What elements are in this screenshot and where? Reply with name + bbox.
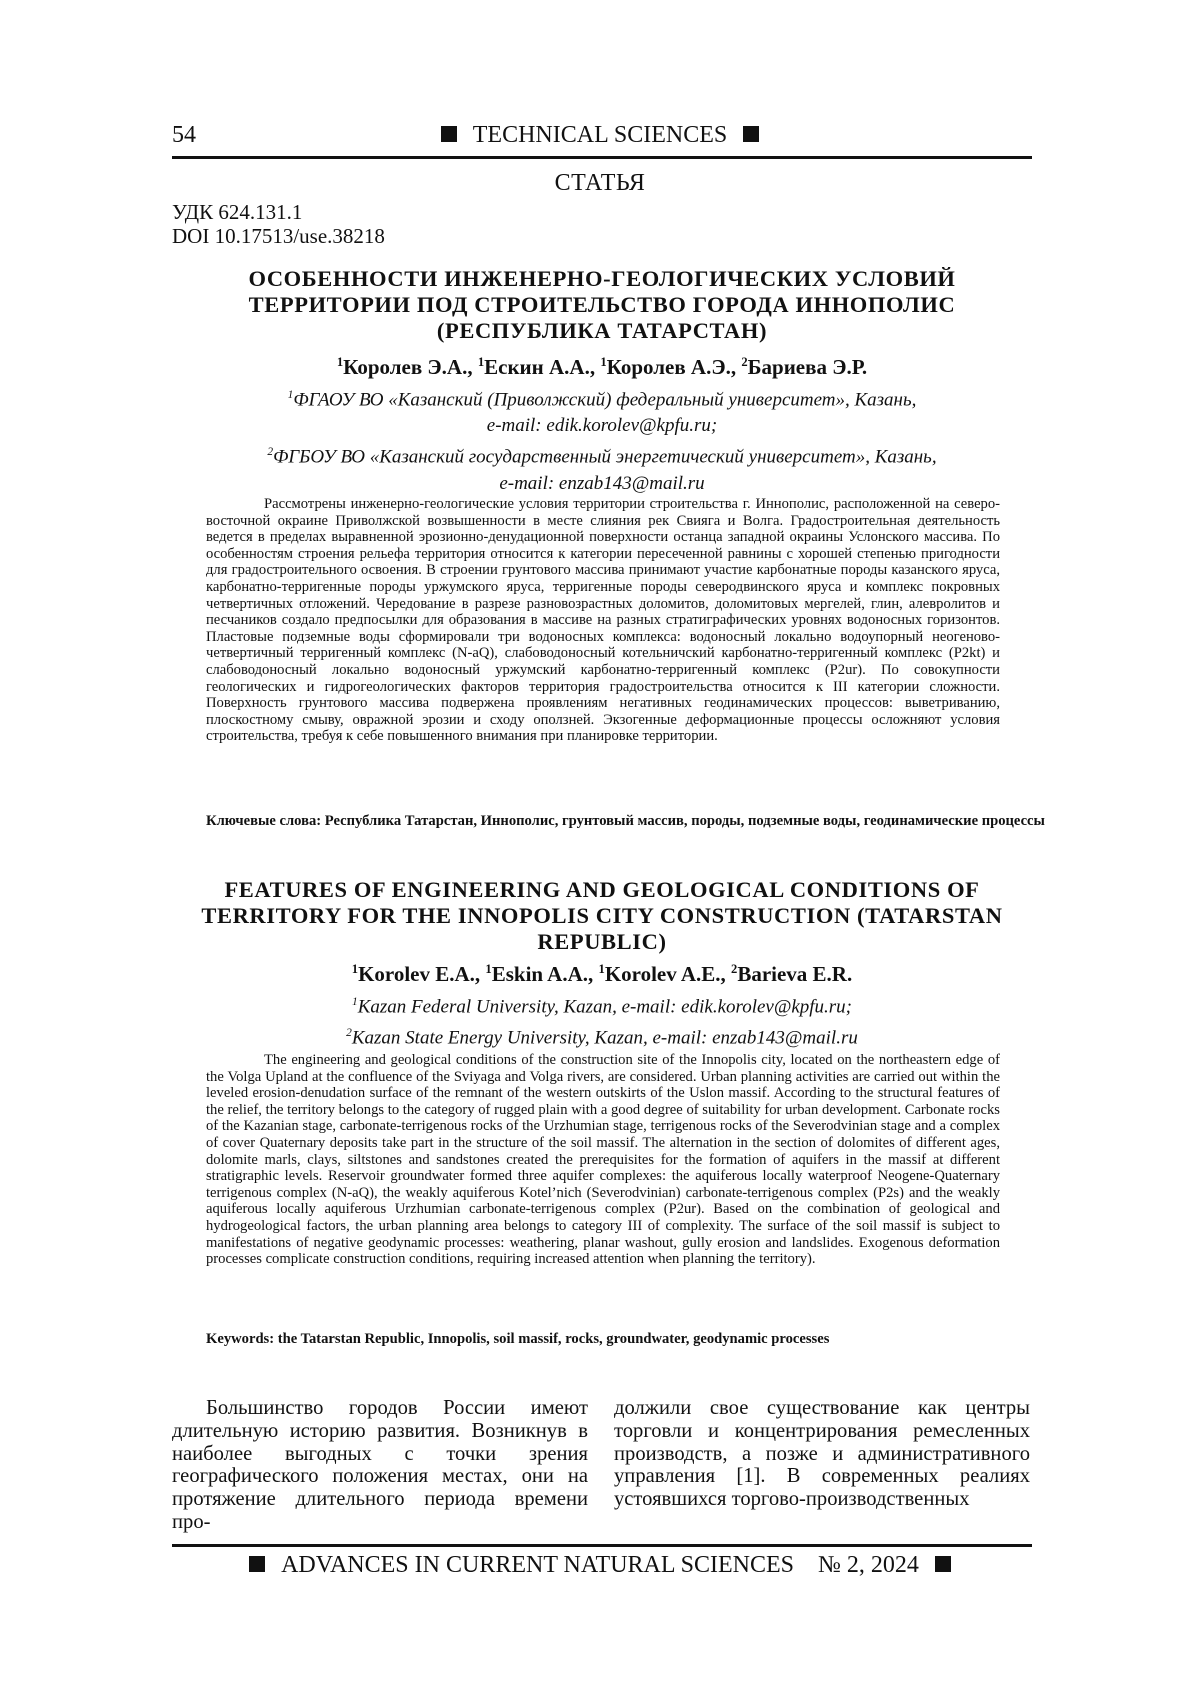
en-authors	[172, 962, 1032, 987]
square-bullet-icon	[743, 126, 759, 142]
running-head	[0, 122, 1200, 149]
affiliation-line	[172, 1020, 1032, 1051]
ru-keywords: Ключевые слова: Республика Татарстан, Иннополис, грунтовый массив, породы, подземные воды, геодинамические процессы	[206, 813, 1130, 830]
affiliation-email[interactable]: e-mail: edik.korolev@kpfu.ru;	[172, 413, 1032, 439]
square-bullet-icon	[441, 126, 457, 142]
author-affil-index: 2	[741, 355, 747, 369]
ru-authors	[172, 355, 1032, 380]
author-affil-index: 2	[731, 962, 737, 976]
issue-number: № 2, 2024	[818, 1552, 919, 1578]
en-affiliations	[172, 989, 1032, 1052]
square-bullet-icon	[935, 1556, 951, 1572]
ru-article-title: ОСОБЕННОСТИ ИНЖЕНЕРНО-ГЕОЛОГИЧЕСКИХ УСЛОВИЙ ТЕРРИТОРИИ ПОД СТРОИТЕЛЬСТВО ГОРОДА ИННОПОЛИС (РЕСПУБЛИКА ТАТАРСТАН)	[172, 266, 1032, 344]
square-bullet-icon	[249, 1556, 265, 1572]
ru-affiliations	[172, 382, 1032, 497]
author-name: Barieva E.R.	[737, 962, 852, 986]
affil-index: 1	[288, 389, 294, 401]
affiliation-line	[172, 439, 1032, 470]
affiliation-text: Kazan State Energy University, Kazan, e-mail: enzab143@mail.ru	[352, 1028, 858, 1049]
body-column-left: Большинство городов России имеют длительную историю развития. Возникнув в наиболее выгодных с точки зрения географического положения местах, они на протяжение длительного периода времени про-	[172, 1397, 588, 1534]
ru-abstract: Рассмотрены инженерно-геологические условия территории строительства г. Иннополис, расположенной на северо-восточной окраине Приволжской возвышенности в месте слияния рек Свияга и Волга. Градостроительная деятельность ведется в пределах выравненной эрозионно-денудационной поверхности останца западной окраины Услонского массива. По особенностям строения рельефа территория относится к категории пересеченной равнины с хорошей степенью пригодности для градостроительного освоения. В строении грунтового массива принимают участие карбонатные породы казанского яруса, карбонатно-терригенные породы уржумского яруса, терригенные породы северодвинского яруса и комплекс покровных четвертичных отложений. Чередование в разрезе разновозрастных доломитов, доломитовых мергелей, глин, алевролитов и песчаников создало предпосылки для образования в массиве на разных стратиграфических уровнях водоносных горизонтов. Пластовые подземные воды сформировали три водоносных комплекса: водоносный локально водоупорный неогеново-четвертичный терригенный комплекс (N-aQ), слабоводоносный котельничский карбонатно-терригенный комплекс (P2kt) и слабоводоносный локально водоносный уржумский карбонатно-терригенный комплекс (P2ur). По совокупности геологических и гидрогеологических факторов территория градостроительства относится к III категории сложности. Поверхность грунтового массива подвержена проявлениям негативных геодинамических процессов: выветриванию, плоскостному смыву, овражной эрозии и сходу оползней. Экзогенные деформационные процессы осложняют условия строительства, требуя к себе повышенного внимания при планировке территории.	[206, 496, 1000, 745]
doi-link[interactable]: DOI 10.17513/use.38218	[172, 224, 385, 248]
footer-rule	[172, 1544, 1032, 1547]
en-abstract: The engineering and geological conditions of the construction site of the Innopolis city, located on the northeastern edge of the Volga Upland at the confluence of the Sviyaga and Volga rivers, are considered. Urban planning activities are carried out within the leveled erosion-denudation surface of the remnant of the western outskirts of the Uslon massif. According to the structural features of the relief, the territory belongs to the category of rugged plain with a good degree of suitability for urban development. Carbonate rocks of the Kazanian stage, carbonate-terrigenous rocks of the Urzhumian stage, terrigenous rocks of the Severodvinian stage and a complex of cover Quaternary deposits take part in the structure of the soil massif. The alternation in the section of dolomites of different ages, dolomite marls, clays, siltstones and sandstones created the prerequisites for the formation of aquifers in the massif at different stratigraphic levels. Reservoir groundwater formed three aquifer complexes: the aquiferous locally waterproof Neogene-Quaternary terrigenous complex (N-aQ), the weakly aquiferous Kotel’nich (Severodvinian) carbonate-terrigenous complex (P2s) and the weakly aquiferous locally aquiferous Urzhumian carbonate-terrigenous complex (P2ur). Based on the combination of geological and hydrogeological factors, the urban planning area belongs to category III of complexity. The surface of the soil massif is subject to manifestations of negative geodynamic processes: weathering, planar washout, gully erosion and landslides. Exogenous deformation processes complicate construction conditions, requiring increased attention when planning the territory).	[206, 1052, 1000, 1268]
affiliation-text: ФГАОУ ВО «Казанский (Приволжский) федеральный университет», Казань,	[293, 389, 916, 410]
author-affil-index: 1	[599, 962, 605, 976]
author-affil-index: 1	[478, 355, 484, 369]
author-name: Королев Э.А.,	[343, 355, 472, 379]
author-name: Ескин А.А.,	[484, 355, 595, 379]
affiliation-line	[172, 989, 1032, 1020]
udk-code: УДК 624.131.1	[172, 200, 302, 224]
author-affil-index: 1	[352, 962, 358, 976]
page-number: 54	[172, 122, 196, 149]
section-label: СТАТЬЯ	[0, 170, 1200, 197]
en-keywords: Keywords: the Tatarstan Republic, Innopolis, soil massif, rocks, groundwater, geodynamic processes	[206, 1331, 996, 1348]
running-head-text: TECHNICAL SCIENCES	[473, 122, 727, 148]
running-foot	[0, 1552, 1200, 1579]
author-name: Korolev E.A.,	[358, 962, 480, 986]
affiliation-email[interactable]: e-mail: enzab143@mail.ru	[172, 471, 1032, 497]
body-column-right: должили свое существование как центры торговли и концентрирования ремесленных производств, а позже и административного управления [1]. В современных реалиях устоявшихся торгово-производственных	[614, 1397, 1030, 1511]
en-article-title: FEATURES OF ENGINEERING AND GEOLOGICAL CONDITIONS OF TERRITORY FOR THE INNOPOLIS CITY CONSTRUCTION (TATARSTAN REPUBLIC)	[172, 877, 1032, 955]
author-name: Бариева Э.Р.	[748, 355, 868, 379]
author-affil-index: 1	[485, 962, 491, 976]
affiliation-text: ФГБОУ ВО «Казанский государственный энергетический университет», Казань,	[273, 447, 937, 468]
header-rule	[172, 156, 1032, 159]
author-name: Korolev A.E.,	[605, 962, 726, 986]
affil-index: 2	[267, 446, 273, 458]
affil-index: 1	[352, 996, 358, 1008]
affiliation-line	[172, 382, 1032, 413]
author-name: Eskin A.A.,	[492, 962, 594, 986]
author-name: Королев А.Э.,	[607, 355, 736, 379]
author-affil-index: 1	[337, 355, 343, 369]
journal-name: ADVANCES IN CURRENT NATURAL SCIENCES	[281, 1552, 794, 1578]
author-affil-index: 1	[600, 355, 606, 369]
affil-index: 2	[346, 1027, 352, 1039]
affiliation-text: Kazan Federal University, Kazan, e-mail: edik.korolev@kpfu.ru;	[358, 996, 852, 1017]
